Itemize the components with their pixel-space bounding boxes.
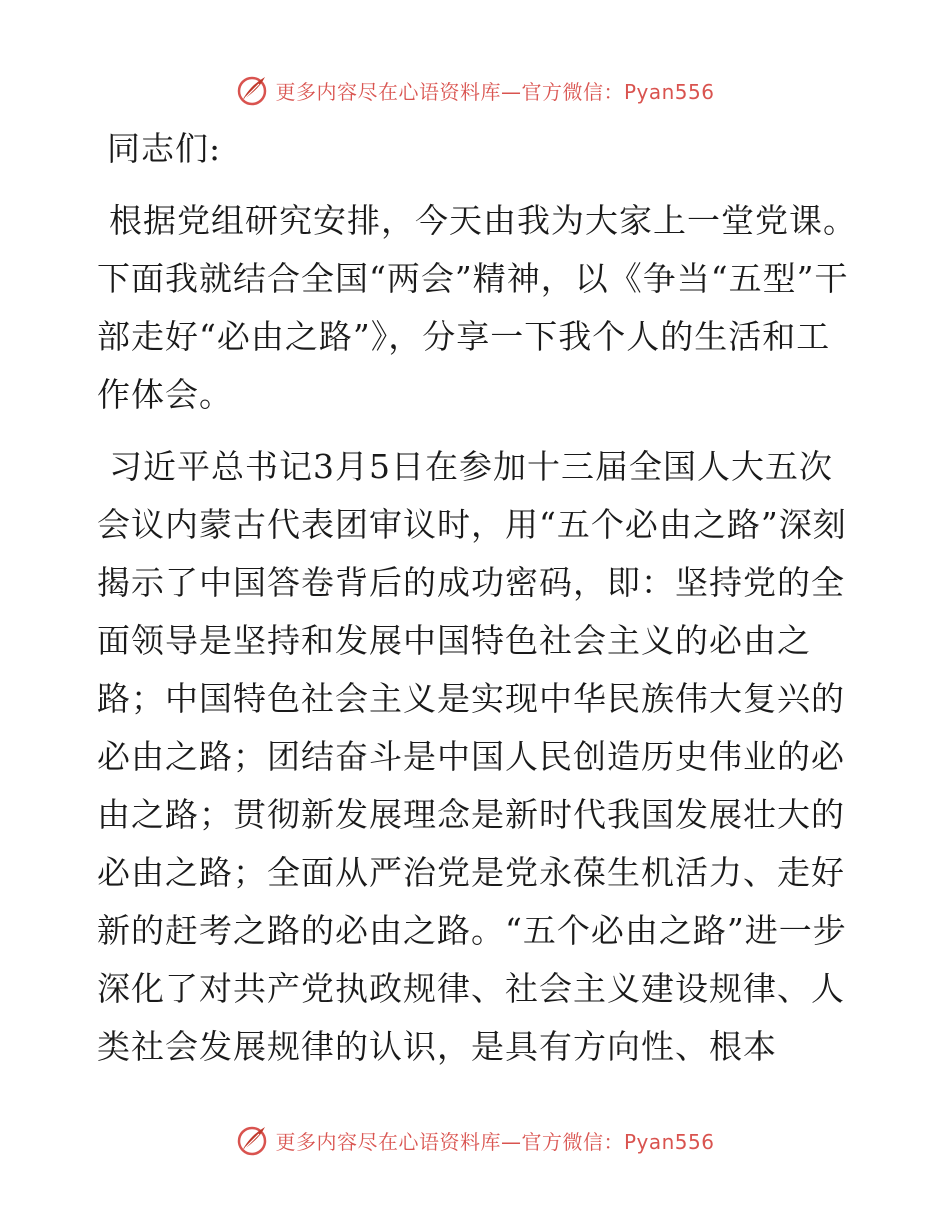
greeting-line: 同志们: (107, 129, 222, 168)
paragraph (97, 438, 857, 1076)
document-body (97, 120, 857, 1090)
feather-pen-logo-icon (235, 73, 269, 107)
feather-pen-logo-icon (235, 1123, 269, 1157)
paragraph (97, 192, 857, 424)
paragraph-text: 习近平总书记3月5日在参加十三届全国人大五次会议内蒙古代表团审议时，用“五个必由之路”深刻揭示了中国答卷背后的成功密码，即：坚持党的全面领导是坚持和发展中国特色社会主义的必由之路；中国特色社会主义是实现中华民族伟大复兴的必由之路；团结奋斗是中国人民创造历史伟业的必由之路；贯彻新发展理念是新时代我国发展壮大的必由之路；全面从严治党是党永葆生机活力、走好新的赶考之路的必由之路。“五个必由之路”进一步深化了对共产党执政规律、社会主义建设规律、人类社会发展规律的认识，是具有方向性、根本 (97, 447, 847, 1066)
watermark-text: 更多内容尽在心语资料库—官方微信：Pyan556 (275, 79, 715, 104)
paragraph-text: 根据党组研究安排，今天由我为大家上一堂党课。下面我就结合全国“两会”精神，以《争当“五型”干部走好“必由之路”》，分享一下我个人的生活和工作体会。 (97, 201, 857, 414)
header-watermark-banner (0, 70, 950, 110)
footer-watermark-banner (0, 1120, 950, 1160)
watermark-text: 更多内容尽在心语资料库—官方微信：Pyan556 (275, 1129, 715, 1154)
